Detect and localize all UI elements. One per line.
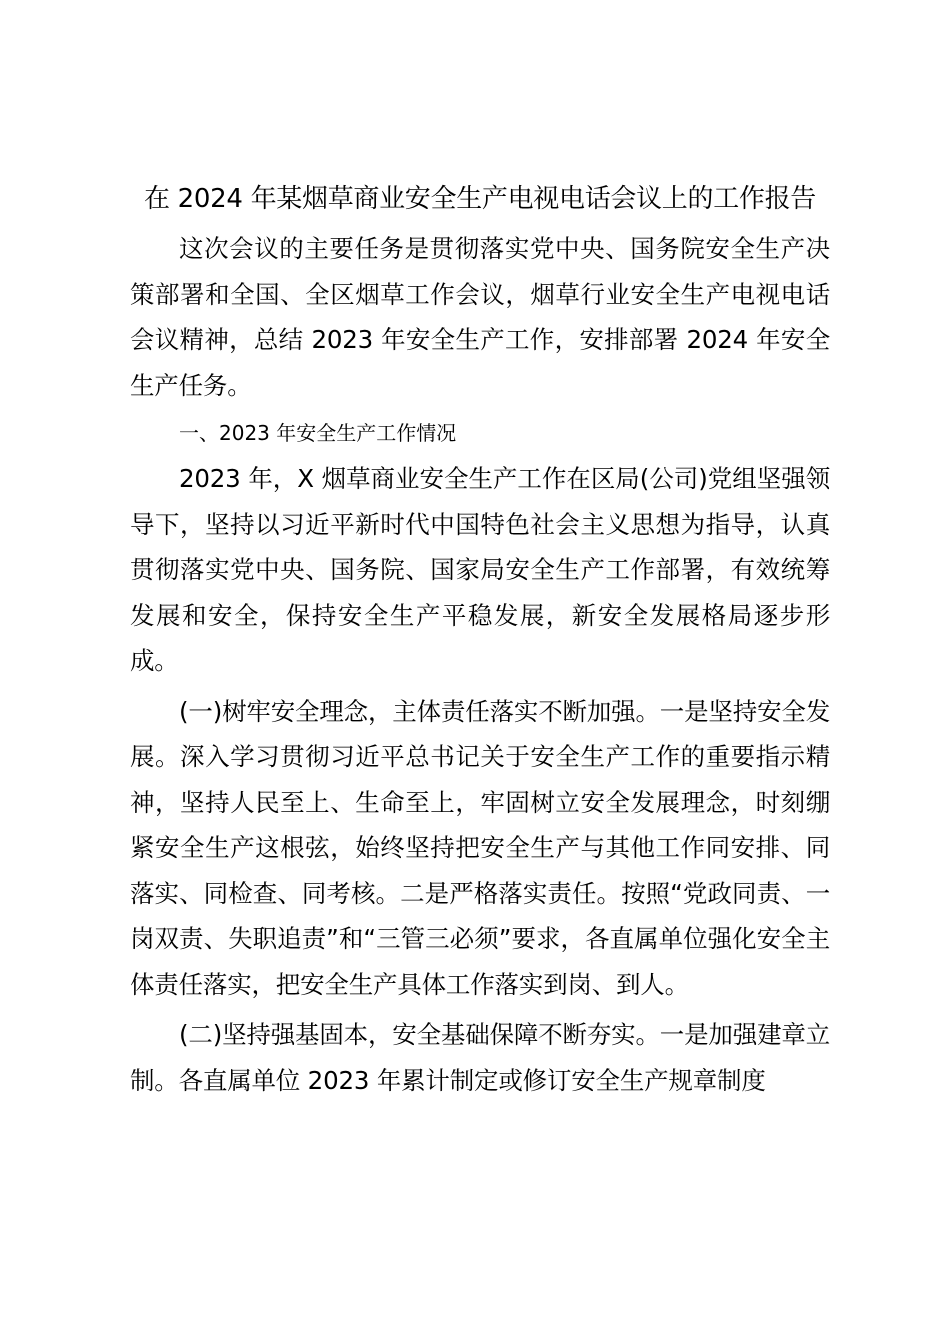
summary-paragraph: 2023 年，X 烟草商业安全生产工作在区局(公司)党组坚强领导下，坚持以习近平新时代中国特色社会主义思想为指导，认真贯彻落实党中央、国务院、国家局安全生产工作部署，有效统筹发展和安全，保持安全生产平稳发展，新安全发展格局逐步形成。: [130, 464, 830, 675]
subsection-paragraph-2: (二)坚持强基固本，安全基础保障不断夯实。一是加强建章立制。各直属单位 2023 年累计制定或修订安全生产规章制度: [130, 1020, 830, 1095]
document-body: [130, 172, 830, 1103]
intro-paragraph: 这次会议的主要任务是贯彻落实党中央、国务院安全生产决策部署和全国、全区烟草工作会议，烟草行业安全生产电视电话会议精神，总结 2023 年安全生产工作，安排部署 2024 年安全生产任务。: [130, 234, 830, 400]
document-title: 在 2024 年某烟草商业安全生产电视电话会议上的工作报告: [144, 184, 816, 214]
subsection-paragraph-1: (一)树牢安全理念，主体责任落实不断加强。一是坚持安全发展。深入学习贯彻习近平总书记关于安全生产工作的重要指示精神，坚持人民至上、生命至上，牢固树立安全发展理念，时刻绷紧安全生产这根弦，始终坚持把安全生产与其他工作同安排、同落实、同检查、同考核。二是严格落实责任。按照“党政同责、一岗双责、失职追责”和“三管三必须”要求，各直属单位强化安全主体责任落实，把安全生产具体工作落实到岗、到人。: [130, 696, 830, 999]
section-heading: 一、2023 年安全生产工作情况: [179, 421, 457, 445]
